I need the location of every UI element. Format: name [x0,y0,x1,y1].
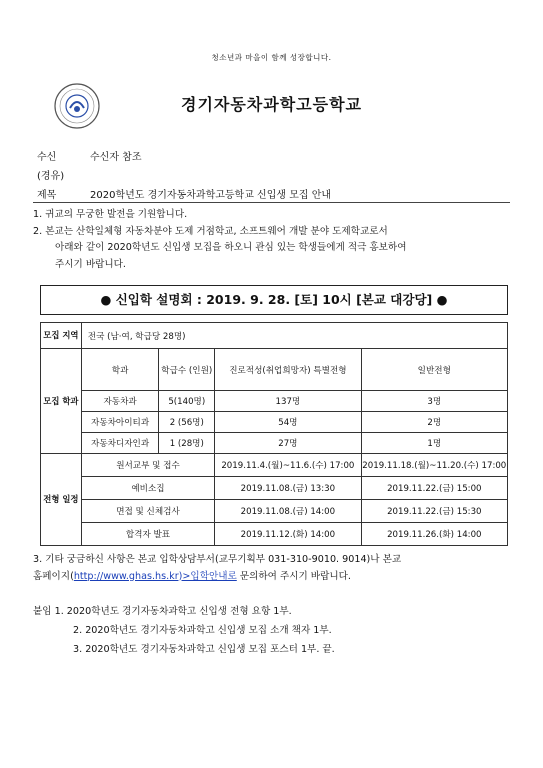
schedule-item: 원서교부 및 접수 [81,454,214,477]
recipient-row [0,148,543,162]
count-cell: 2 (56명) [159,412,215,433]
schedule-special: 2019.11.12.(화) 14:00 [215,523,361,546]
schedule-special: 2019.11.4.(월)~11.6.(수) 17:00 [215,454,361,477]
via-row [0,167,543,181]
attachment-3: 3. 2020학년도 경기자동차과학고 신입생 모집 포스터 1부. 끝. [73,644,335,655]
count-cell: 1 (28명) [159,433,215,454]
attachment-1: 붙임 1. 2020학년도 경기자동차과학고 신입생 전형 요항 1부. [33,606,292,617]
schedule-special: 2019.11.08.(금) 14:00 [215,500,361,523]
slogan: 청소년과 마을이 함께 성장합니다. [211,53,332,62]
schedule-label: 전형 일정 [41,454,82,546]
contact-prefix: 홈페이지( [33,570,74,582]
body-line-2b: 아래와 같이 2020학년도 신입생 모집을 하오니 관심 있는 학생들에게 적극 홍보하여 [55,242,407,253]
table-row [41,412,508,433]
special-cell: 137명 [215,391,361,412]
col-dept: 학과 [81,349,159,391]
table-row [41,433,508,454]
subject-label: 제목 [37,190,57,201]
general-cell: 1명 [361,433,507,454]
schedule-general: 2019.11.18.(월)~11.20.(수) 17:00 [361,454,507,477]
attachments [33,602,335,659]
contact-line-1: 3. 기타 궁금하신 사항은 본교 입학상담부서(교무기획부 031-310-9010. 9014)나 본교 [33,554,402,565]
info-session-banner: ● 신입학 설명회 : 2019. 9. 28. [토] 10시 [본교 대강당] ● [40,285,508,315]
region-label: 모집 지역 [41,323,82,349]
subject-value: 2020학년도 경기자동차과학고등학교 신입생 모집 안내 [90,190,332,201]
dept-cell: 자동차디자인과 [81,433,159,454]
general-cell: 2명 [361,412,507,433]
col-count: 학급수 (인원) [159,349,215,391]
dept-cell: 자동차아이티과 [81,412,159,433]
table-row [41,391,508,412]
recruitment-table [40,322,508,546]
schedule-item: 합격자 발표 [81,523,214,546]
contact-text [33,552,518,585]
schedule-row [41,500,508,523]
col-special: 진로적성(취업희망자) 특별전형 [215,349,361,391]
subject-row [0,186,543,200]
schedule-row [41,523,508,546]
schedule-item: 면접 및 신체검사 [81,500,214,523]
schedule-general: 2019.11.26.(화) 14:00 [361,523,507,546]
homepage-link[interactable]: http://www.ghas.hs.kr)>입학안내로 [73,570,237,582]
region-row [41,323,508,349]
schedule-general: 2019.11.22.(금) 15:00 [361,477,507,500]
body-line-2a: 2. 본교는 산학일체형 자동차분야 도제 거점학교, 소프트웨어 개발 분야 도제학교로서 [33,225,388,237]
subject-divider [33,202,510,203]
special-cell: 27명 [215,433,361,454]
body-text [33,207,513,273]
contact-suffix: 문의하여 주시기 바랍니다. [236,570,351,582]
attachment-2: 2. 2020학년도 경기자동차과학고 신입생 모집 소개 책자 1부. [73,625,332,636]
schedule-special: 2019.11.08.(금) 13:30 [215,477,361,500]
special-cell: 54명 [215,412,361,433]
count-cell: 5(140명) [159,391,215,412]
recipient-value: 수신자 참조 [90,152,142,163]
contact-line-2 [33,569,518,586]
general-cell: 3명 [361,391,507,412]
via-label: (경유) [37,171,65,182]
schedule-row [41,454,508,477]
region-value: 전국 (남·여, 학급당 28명) [81,323,507,349]
recipient-label: 수신 [37,152,57,163]
dept-cell: 자동차과 [81,391,159,412]
school-name: 경기자동차과학고등학교 [180,95,363,114]
schedule-general: 2019.11.22.(금) 15:30 [361,500,507,523]
table-header-row [41,349,508,391]
body-line-2c: 주시기 바랍니다. [55,258,126,270]
schedule-row [41,477,508,500]
recruit-label: 모집 학과 [41,349,82,454]
col-general: 일반전형 [361,349,507,391]
body-line-1: 1. 귀교의 무궁한 발전을 기원합니다. [33,209,188,220]
schedule-item: 예비소집 [81,477,214,500]
